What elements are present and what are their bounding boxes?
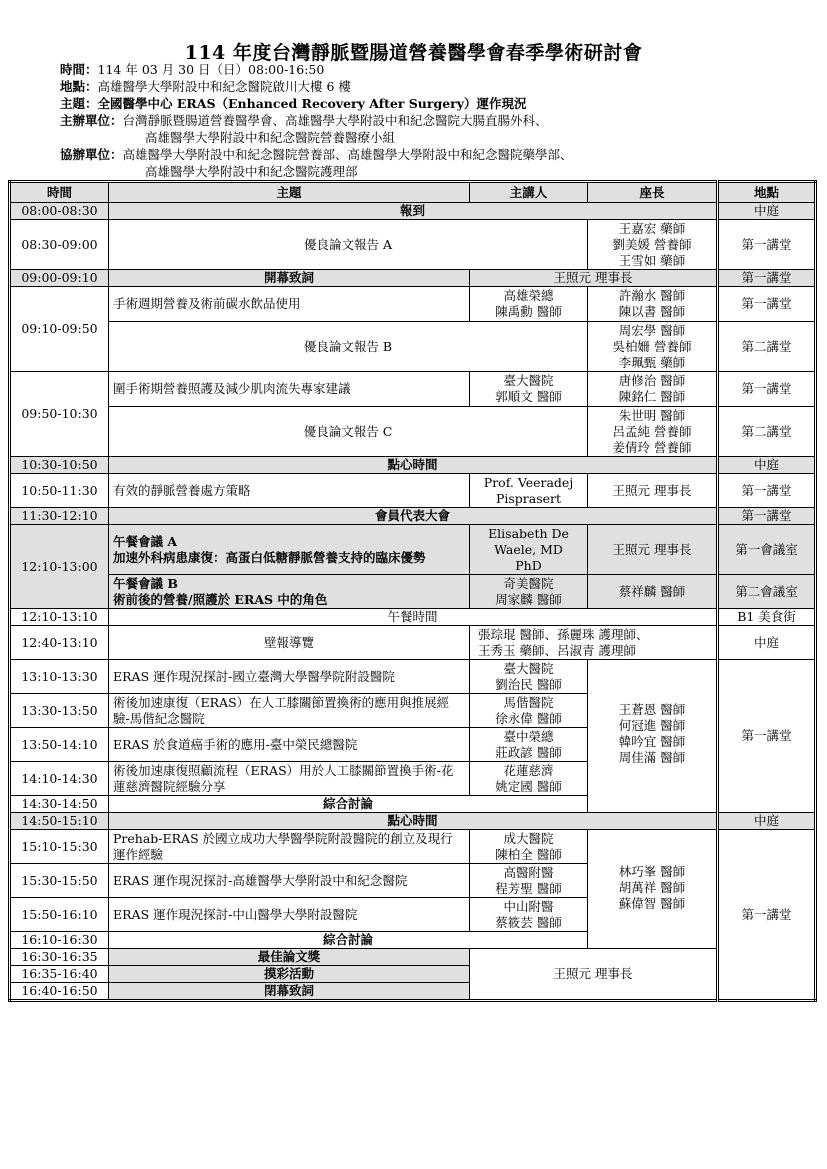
row-time: 14:10-14:30 (10, 762, 109, 796)
row-topic: 有效的靜脈營養處方策略 (109, 474, 470, 508)
row-venue: 第二講堂 (718, 407, 816, 457)
info-co-organizer: 協辦單位：高雄醫學大學附設中和紀念醫院營養部、高雄醫學大學附設中和紀念醫院藥學部、 高雄醫學大學附設中和紀念醫院護理部 (60, 147, 573, 179)
row-venue: 第一講堂 (718, 372, 816, 407)
table-row (10, 203, 816, 220)
row-time: 14:50-15:10 (10, 813, 109, 830)
table-row (10, 575, 816, 609)
row-time: 16:40-16:50 (10, 983, 109, 1001)
row-time: 10:30-10:50 (10, 457, 109, 474)
table-row (10, 609, 816, 626)
row-time: 09:50-10:30 (10, 372, 109, 457)
row-chair: 王嘉宏 藥師 劉美媛 營養師 王雪如 藥師 (588, 220, 718, 270)
row-time: 11:30-12:10 (10, 508, 109, 525)
table-header-row (10, 182, 816, 203)
row-time: 16:10-16:30 (10, 932, 109, 949)
table-row (10, 830, 816, 864)
header-time: 時間 (10, 182, 109, 203)
row-time: 16:35-16:40 (10, 966, 109, 983)
schedule-table (8, 180, 817, 1002)
row-venue: 第一講堂 (718, 508, 816, 525)
row-venue: 中庭 (718, 203, 816, 220)
row-speaker: 張琮琨 醫師、孫麗珠 護理師、 王秀玉 藥師、呂淑青 護理師 (470, 626, 718, 660)
row-topic: Prehab-ERAS 於國立成功大學醫學院附設醫院的創立及現行運作經驗 (109, 830, 470, 864)
row-time: 14:30-14:50 (10, 796, 109, 813)
info-place: 地點：高雄醫學大學附設中和紀念醫院啟川大樓 6 樓 (60, 79, 351, 94)
row-venue: 第二講堂 (718, 322, 816, 372)
row-chair: 許瀚水 醫師 陳以書 醫師 (588, 287, 718, 322)
row-time: 13:30-13:50 (10, 694, 109, 728)
row-venue: 中庭 (718, 457, 816, 474)
row-time: 08:30-09:00 (10, 220, 109, 270)
row-time: 16:30-16:35 (10, 949, 109, 966)
row-topic: 午餐會議 B 術前後的營養/照護於 ERAS 中的角色 (109, 575, 470, 609)
row-speaker: 高雄榮總 陳禹勳 醫師 (470, 287, 588, 322)
row-speaker: 高醫附醫 程芳聖 醫師 (470, 864, 588, 898)
row-topic: 點心時間 (109, 457, 718, 474)
row-topic: 優良論文報告 A (109, 220, 588, 270)
info-host: 主辦單位：台灣靜脈暨腸道營養醫學會、高雄醫學大學附設中和紀念醫院大腸直腸外科、 高雄醫學大學附設中和紀念醫院營養醫療小組 (60, 113, 548, 145)
page-title: 114 年度台灣靜脈暨腸道營養醫學會春季學術研討會 (184, 42, 643, 64)
info-time: 時間：114 年 03 月 30 日（日）08:00-16:50 (60, 62, 325, 77)
row-topic: 開幕致詞 (109, 270, 470, 287)
row-venue: 第一講堂 (718, 270, 816, 287)
row-chair: 林巧峯 醫師 胡萬祥 醫師 蘇偉智 醫師 (588, 830, 718, 949)
row-topic: 術後加速康復（ERAS）在人工膝關節置換術的應用與推展經驗-馬偕紀念醫院 (109, 694, 470, 728)
row-time: 12:10-13:00 (10, 525, 109, 609)
row-venue: 第一講堂 (718, 830, 816, 1001)
row-chair: 王蒼恩 醫師 何冠進 醫師 韓吟宜 醫師 周佳滿 醫師 (588, 660, 718, 813)
row-chair: 蔡祥麟 醫師 (588, 575, 718, 609)
row-topic: 午餐會議 A 加速外科病患康復：高蛋白低糖靜脈營養支持的臨床優勢 (109, 525, 470, 575)
row-topic: 報到 (109, 203, 718, 220)
row-chair: 朱世明 醫師 呂孟純 營養師 姜倩玲 營養師 (588, 407, 718, 457)
row-topic: 閉幕致詞 (109, 983, 470, 1001)
row-venue: 第一講堂 (718, 220, 816, 270)
row-time: 12:10-13:10 (10, 609, 109, 626)
row-chair: 周宏學 醫師 吳柏姍 營養師 李珮甄 藥師 (588, 322, 718, 372)
row-topic: 術後加速康復照顧流程（ERAS）用於人工膝關節置換手術-花蓮慈濟醫院經驗分享 (109, 762, 470, 796)
row-speaker: 臺中榮總 莊政諺 醫師 (470, 728, 588, 762)
row-speaker: 中山附醫 蔡筱芸 醫師 (470, 898, 588, 932)
table-row (10, 949, 816, 966)
info-theme: 主題：全國醫學中心 ERAS（Enhanced Recovery After Surgery）運作現況 (60, 96, 527, 111)
row-topic: 綜合討論 (109, 796, 588, 813)
row-venue: 第一講堂 (718, 474, 816, 508)
row-topic: 會員代表大會 (109, 508, 718, 525)
row-topic: 點心時間 (109, 813, 718, 830)
row-time: 13:50-14:10 (10, 728, 109, 762)
row-topic: 最佳論文獎 (109, 949, 470, 966)
row-time: 09:10-09:50 (10, 287, 109, 372)
header-chair: 座長 (588, 182, 718, 203)
table-row (10, 372, 816, 407)
row-time: 10:50-11:30 (10, 474, 109, 508)
row-time: 15:30-15:50 (10, 864, 109, 898)
table-row (10, 813, 816, 830)
table-row (10, 322, 816, 372)
header-topic: 主題 (109, 182, 470, 203)
table-row (10, 508, 816, 525)
table-row (10, 220, 816, 270)
table-row (10, 457, 816, 474)
row-speaker: 王照元 理事長 (470, 949, 718, 1001)
row-speaker: 奇美醫院 周家麟 醫師 (470, 575, 588, 609)
row-topic: 午餐時間 (109, 609, 718, 626)
row-topic: 綜合討論 (109, 932, 588, 949)
row-speaker: 王照元 理事長 (470, 270, 718, 287)
row-venue: 第一講堂 (718, 660, 816, 813)
header-venue: 地點 (718, 182, 816, 203)
table-row (10, 287, 816, 322)
row-topic: ERAS 運作現況探討-國立臺灣大學醫學院附設醫院 (109, 660, 470, 694)
table-row (10, 270, 816, 287)
row-time: 15:10-15:30 (10, 830, 109, 864)
row-topic: ERAS 運作現況探討-中山醫學大學附設醫院 (109, 898, 470, 932)
row-venue: 第一講堂 (718, 287, 816, 322)
row-time: 15:50-16:10 (10, 898, 109, 932)
table-row (10, 660, 816, 694)
row-topic: ERAS 於食道癌手術的應用-臺中榮民總醫院 (109, 728, 470, 762)
row-speaker: 臺大醫院 劉治民 醫師 (470, 660, 588, 694)
row-venue: 第一會議室 (718, 525, 816, 575)
row-chair: 王照元 理事長 (588, 474, 718, 508)
table-row (10, 626, 816, 660)
row-speaker: 成大醫院 陳柏全 醫師 (470, 830, 588, 864)
table-row (10, 407, 816, 457)
row-speaker: Prof. Veeradej Pisprasert (470, 474, 588, 508)
row-venue: 第二會議室 (718, 575, 816, 609)
row-topic: 圍手術期營養照護及減少肌肉流失專家建議 (109, 372, 470, 407)
header-speaker: 主講人 (470, 182, 588, 203)
row-speaker: Elisabeth De Waele, MD PhD (470, 525, 588, 575)
row-time: 08:00-08:30 (10, 203, 109, 220)
row-time: 12:40-13:10 (10, 626, 109, 660)
row-chair: 王照元 理事長 (588, 525, 718, 575)
row-chair: 唐修治 醫師 陳銘仁 醫師 (588, 372, 718, 407)
row-venue: B1 美食街 (718, 609, 816, 626)
table-row (10, 474, 816, 508)
row-topic: 手術週期營養及術前碳水飲品使用 (109, 287, 470, 322)
table-row (10, 525, 816, 575)
row-topic: 摸彩活動 (109, 966, 470, 983)
row-speaker: 馬偕醫院 徐永偉 醫師 (470, 694, 588, 728)
row-time: 09:00-09:10 (10, 270, 109, 287)
row-topic: 優良論文報告 B (109, 322, 588, 372)
row-topic: 壁報導覽 (109, 626, 470, 660)
row-time: 13:10-13:30 (10, 660, 109, 694)
row-topic: 優良論文報告 C (109, 407, 588, 457)
row-topic: ERAS 運作現況探討-高雄醫學大學附設中和紀念醫院 (109, 864, 470, 898)
row-speaker: 臺大醫院 郭順文 醫師 (470, 372, 588, 407)
row-venue: 中庭 (718, 813, 816, 830)
row-speaker: 花蓮慈濟 姚定國 醫師 (470, 762, 588, 796)
row-venue: 中庭 (718, 626, 816, 660)
